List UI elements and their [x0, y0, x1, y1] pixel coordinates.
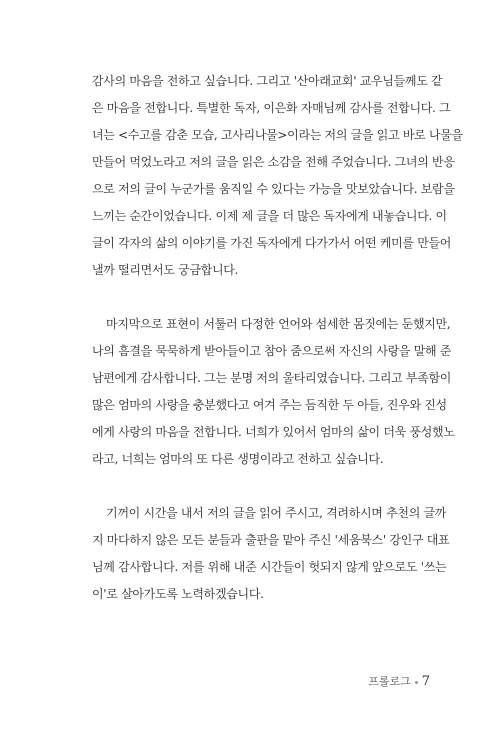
text-line: 글이 각자의 삶의 이야기를 가진 독자에게 다가가서 어떤 케미를 만들어	[92, 236, 452, 250]
text-line: 마지막으로 표현이 서툴러 다정한 언어와 섬세한 몸짓에는 둔했지만,	[92, 317, 451, 331]
text-line: 많은 엄마의 사랑을 충분했다고 여겨 주는 듬직한 두 아들, 진우와 진성	[92, 398, 447, 412]
text-line: 녀는 <수고를 감춘 모습, 고사리나물>이라는 저의 글을 읽고 바로 나물을	[92, 128, 463, 142]
text-line: 낼까 떨리면서도 궁금합니다.	[92, 263, 239, 277]
text-line: 은 마음을 전합니다. 특별한 독자, 이은화 자매님께 감사를 전합니다. 그	[92, 101, 451, 115]
text-line: 나의 흠결을 묵묵하게 받아들이고 참아 줌으로써 자신의 사랑을 말해 준	[92, 344, 452, 358]
text-line: 남편에게 감사합니다. 그는 분명 저의 울타리였습니다. 그리고 부족함이	[92, 371, 452, 385]
text-line: 이'로 살아가도록 노력하겠습니다.	[92, 587, 264, 601]
text-line: 만들어 먹었노라고 저의 글을 읽은 소감을 전해 주었습니다. 그녀의 반응	[92, 155, 455, 169]
paragraph-1	[92, 68, 463, 284]
text-line: 님께 감사합니다. 저를 위해 내준 시간들이 헛되지 않게 앞으로도 '쓰는	[92, 560, 447, 574]
body-text	[92, 68, 463, 608]
text-line: 감사의 마음을 전하고 싶습니다. 그리고 '산아래교회' 교우님들께도 같	[92, 74, 443, 88]
paragraph-3	[92, 500, 450, 608]
text-line: 지 마다하지 않은 모든 분들과 출판을 맡아 주신 '세움북스' 강인구 대표	[92, 533, 450, 547]
paragraph-2	[92, 311, 455, 473]
text-line: 기꺼이 시간을 내서 저의 글을 읽어 주시고, 격려하시며 추천의 글까	[92, 506, 447, 520]
page-footer	[368, 673, 430, 689]
page-number: 7	[421, 674, 430, 689]
section-title: 프롤로그	[368, 675, 411, 688]
text-line: 느끼는 순간이었습니다. 이제 제 글을 더 많은 독자에게 내놓습니다. 이	[92, 209, 447, 223]
text-line: 으로 저의 글이 누군가를 움직일 수 있다는 가능을 맛보았습니다. 보람을	[92, 182, 455, 196]
separator-dot	[415, 681, 418, 684]
text-line: 라고, 너희는 엄마의 또 다른 생명이라고 전하고 싶습니다.	[92, 452, 384, 466]
text-line: 에게 사랑의 마음을 전합니다. 너희가 있어서 엄마의 삶이 더욱 풍성했노	[92, 425, 455, 439]
